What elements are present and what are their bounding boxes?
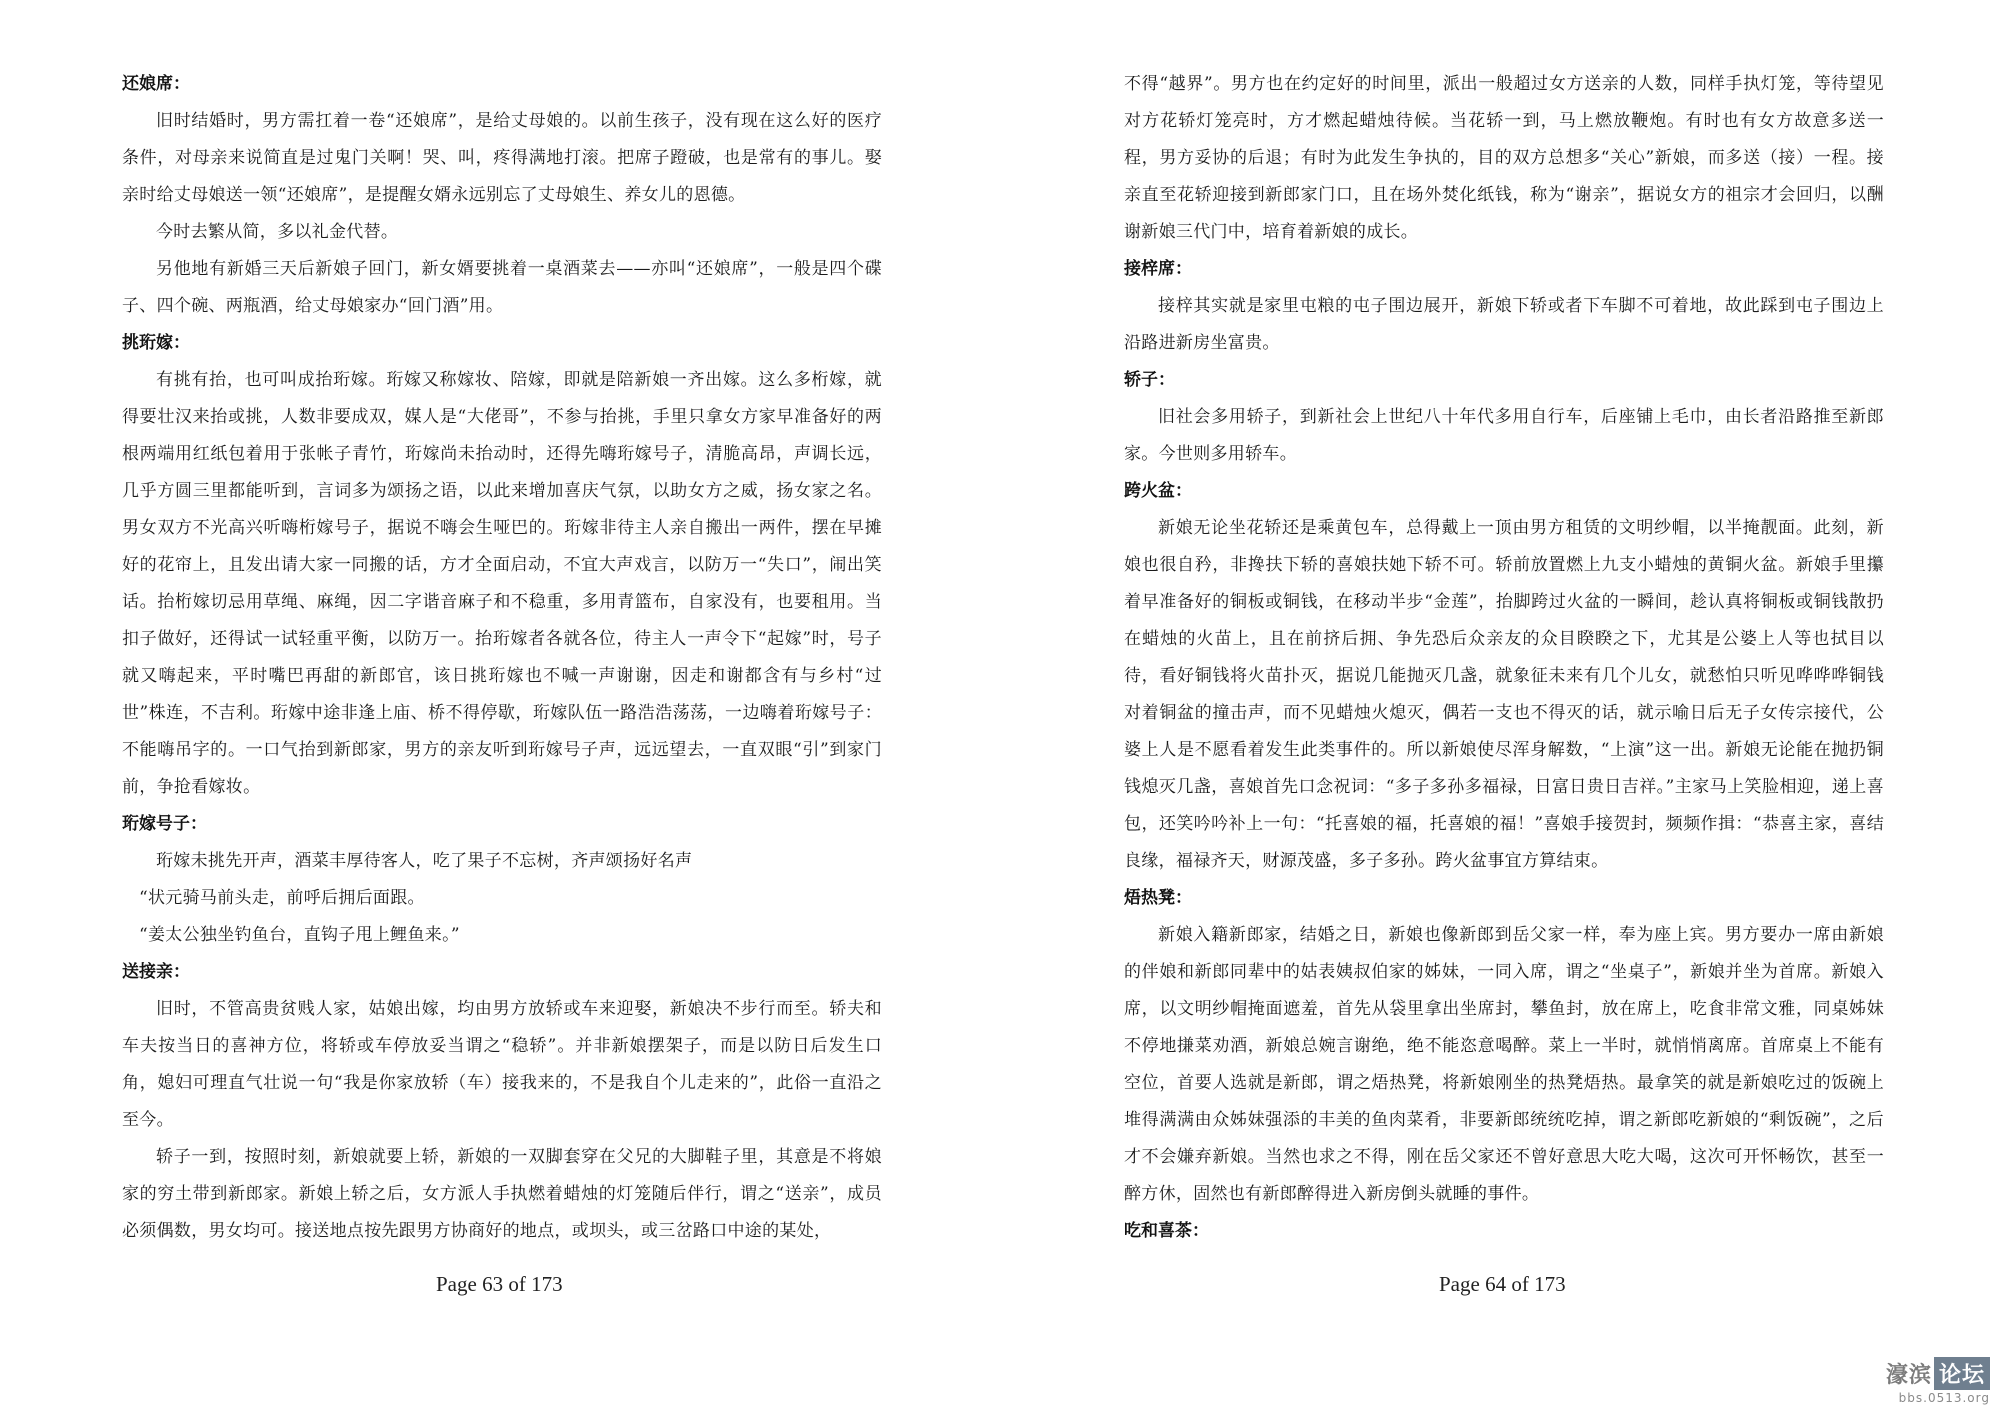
watermark-url: bbs.0513.org [1898,1391,1990,1405]
forum-watermark [1886,1357,1990,1405]
section-heading: 还娘席： [122,74,190,94]
left-page-number: Page 63 of 173 [436,1272,563,1296]
continued-paragraph: 不得“越界”。男方也在约定好的时间里，派出一般超过女方送亲的人数，同样手执灯笼，等待望见对方花轿灯笼亮时，方才燃起蜡烛待候。当花轿一到，马上燃放鞭炮。有时也有女方故意多送一程，男方妥协的后退；有时为此发生争执的，目的双方总想多“关心”新娘，而多送（接）一程。接亲直至花轿迎接到新郎家门口，且在场外焚化纸钱，称为“谢亲”，据说女方的祖宗才会回归，以酬谢新娘三代门中，培育着新娘的成长。 [1124,74,1884,242]
right-page [1124,66,1884,1250]
watermark-site-name: 濠滨 [1885,1363,1932,1388]
section-heading: 轿子： [1124,370,1175,390]
body-paragraph: 珩嫁未挑先开声，酒菜丰厚待客人，吃了果子不忘树，齐声颂扬好名声 [156,851,693,871]
section-heading: 跨火盆： [1124,481,1192,501]
verse-line: “姜太公独坐钓鱼台，直钩子甩上鲤鱼来。” [139,925,460,945]
section-heading: 挑珩嫁： [122,333,190,353]
verse-line: “状元骑马前头走，前呼后拥后面跟。 [139,888,425,908]
body-paragraph: 新娘无论坐花轿还是乘黄包车，总得戴上一顶由男方租赁的文明纱帽，以半掩靓面。此刻，新娘也很自矜，非搀扶下轿的喜娘扶她下轿不可。轿前放置燃上九支小蜡烛的黄铜火盆。新娘手里攥着早准备好的铜板或铜钱，在移动半步“金莲”，抬脚跨过火盆的一瞬间，趁认真将铜板或铜钱散扔在蜡烛的火苗上，且在前挤后拥、争先恐后众亲友的众目睽睽之下，尤其是公婆上人等也拭目以待，看好铜钱将火苗扑灭，据说几能抛灭几盏，就象征未来有几个儿女，就愁怕只听见哗哗哗铜钱对着铜盆的撞击声，而不见蜡烛火熄灭，偶若一支也不得灭的话，就示喻日后无子女传宗接代，公婆上人是不愿看着发生此类事件的。所以新娘使尽浑身解数，“上演”这一出。新娘无论能在抛扔铜钱熄灭几盏，喜娘首先口念祝词：“多子多孙多福禄，日富日贵日吉祥。”主家马上笑脸相迎，递上喜包，还笑吟吟补上一句：“托喜娘的福，托喜娘的福！”喜娘手接贺封，频频作揖：“恭喜主家，喜结良缘，福禄齐天，财源茂盛，多子多孙。跨火盆事宜方算结束。 [1124,518,1884,871]
body-paragraph: 另他地有新婚三天后新娘子回门，新女婿要挑着一桌酒菜去——亦叫“还娘席”，一般是四个碟子、四个碗、两瓶酒，给丈母娘家办“回门酒”用。 [122,259,882,316]
section-heading: 焐热凳： [1124,888,1192,908]
section-heading: 吃和喜茶： [1124,1221,1209,1241]
section-heading: 珩嫁号子： [122,814,207,834]
body-paragraph: 旧时结婚时，男方需扛着一卷“还娘席”，是给丈母娘的。以前生孩子，没有现在这么好的医疗条件，对母亲来说简直是过鬼门关啊！哭、叫，疼得满地打滚。把席子蹬破，也是常有的事儿。娶亲时给丈母娘送一领“还娘席”，是提醒女婿永远别忘了丈母娘生、养女儿的恩德。 [122,111,882,205]
body-paragraph: 轿子一到，按照时刻，新娘就要上轿，新娘的一双脚套穿在父兄的大脚鞋子里，其意是不将娘家的穷土带到新郎家。新娘上轿之后，女方派人手执燃着蜡烛的灯笼随后伴行，谓之“送亲”，成员必须偶数，男女均可。接送地点按先跟男方协商好的地点，或坝头，或三岔路口中途的某处， [122,1147,882,1241]
body-paragraph: 旧时，不管高贵贫贱人家，姑娘出嫁，均由男方放轿或车来迎娶，新娘决不步行而至。轿夫和车夫按当日的喜神方位，将轿或车停放妥当谓之“稳轿”。并非新娘摆架子，而是以防日后发生口角，媳妇可理直气壮说一句“我是你家放轿（车）接我来的，不是我自个儿走来的”，此俗一直沿之至今。 [122,999,882,1130]
body-paragraph: 接梓其实就是家里屯粮的屯子围边展开，新娘下轿或者下车脚不可着地，故此踩到屯子围边上沿路进新房坐富贵。 [1124,296,1884,353]
body-paragraph: 有挑有抬，也可叫成抬珩嫁。珩嫁又称嫁妆、陪嫁，即就是陪新娘一齐出嫁。这么多桁嫁，就得要壮汉来抬或挑，人数非要成双，媒人是“大佬哥”，不参与抬挑，手里只拿女方家早准备好的两根两端用红纸包着用于张帐子青竹，珩嫁尚未抬动时，还得先嗨珩嫁号子，清脆高昂，声调长远，几乎方圆三里都能听到，言词多为颂扬之语，以此来增加喜庆气氛，以助女方之威，扬女家之名。男女双方不光高兴听嗨桁嫁号子，据说不嗨会生哑巴的。珩嫁非待主人亲自搬出一两件，摆在早摊好的花帘上，且发出请大家一同搬的话，方才全面启动，不宜大声戏言，以防万一“失口”，闹出笑话。抬桁嫁切忌用草绳、麻绳，因二字谐音麻子和不稳重，多用青篮布，自家没有，也要租用。当扣子做好，还得试一试轻重平衡，以防万一。抬珩嫁者各就各位，待主人一声令下“起嫁”时，号子就又嗨起来，平时嘴巴再甜的新郎官，该日挑珩嫁也不喊一声谢谢，因走和谢都含有与乡村“过世”株连，不吉利。珩嫁中途非逢上庙、桥不得停歇，珩嫁队伍一路浩浩荡荡，一边嗨着珩嫁号子：不能嗨吊字的。一口气抬到新郎家，男方的亲友听到珩嫁号子声，远远望去，一直双眼“引”到家门前，争抢看嫁妆。 [122,370,882,797]
body-paragraph: 旧社会多用轿子，到新社会上世纪八十年代多用自行车，后座铺上毛巾，由长者沿路推至新郎家。今世则多用轿车。 [1124,407,1884,464]
section-heading: 送接亲： [122,962,190,982]
left-page [122,66,882,1250]
section-heading: 接梓席： [1124,259,1192,279]
right-page-number: Page 64 of 173 [1439,1272,1566,1296]
body-paragraph: 新娘入籍新郎家，结婚之日，新娘也像新郎到岳父家一样，奉为座上宾。男方要办一席由新娘的伴娘和新郎同辈中的姑表姨叔伯家的姊妹，一同入席，谓之“坐桌子”，新娘并坐为首席。新娘入席，以文明纱帽掩面遮羞，首先从袋里拿出坐席封，攀鱼封，放在席上，吃食非常文雅，同桌姊妹不停地搛菜劝酒，新娘总婉言谢绝，绝不能恣意喝醉。菜上一半时，就悄悄离席。首席桌上不能有空位，首要人选就是新郎，谓之焐热凳，将新娘刚坐的热凳焐热。最拿笑的就是新娘吃过的饭碗上堆得满满由众姊妹强添的丰美的鱼肉菜肴，非要新郎统统吃掉，谓之新郎吃新娘的“剩饭碗”，之后才不会嫌弃新娘。当然也求之不得，刚在岳父家还不曾好意思大吃大喝，这次可开怀畅饮，甚至一醉方休，固然也有新郎醉得进入新房倒头就睡的事件。 [1124,925,1884,1204]
watermark-forum-label: 论坛 [1934,1357,1990,1390]
body-paragraph: 今时去繁从简，多以礼金代替。 [156,222,399,242]
